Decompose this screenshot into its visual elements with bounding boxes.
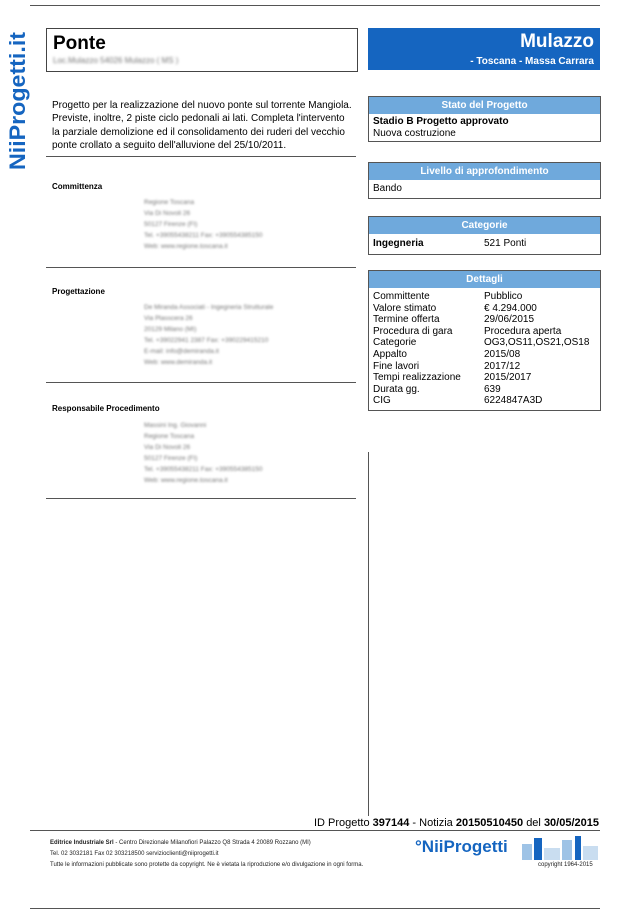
project-location: Loc.Mulazzo 54026 Mulazzo ( MS ): [53, 56, 179, 65]
categorie-header: Categorie: [369, 217, 600, 234]
dettagli-panel: [368, 270, 601, 411]
footer-rule: [30, 830, 600, 831]
stato-panel: [368, 96, 601, 142]
copyright-notice: Tutte le informazioni pubblicate sono protette da copyright. Ne è vietata la riproduzione e/o divulgazione in ogni forma.: [50, 862, 364, 868]
dettagli-header: Dettagli: [369, 271, 600, 288]
project-description: Progetto per la realizzazione del nuovo ponte sul torrente Mangiola. Previste, inoltre, 2 piste ciclo pedonali ai lati. Completa l'intervento la parziale demolizione ed il consolidamento dei ruderi del vecchio ponte crollato a seguito dell'alluvione del 25/10/2011.: [52, 100, 352, 151]
committenza-label: Committenza: [52, 182, 103, 191]
dettagli-row: Termine offerta 29/06/2015: [373, 314, 535, 326]
responsabile-label: Responsabile Procedimento: [52, 404, 160, 413]
niiprogetti-logo: °NiiProgetti: [415, 837, 508, 856]
svg-text:NiiProgetti.it: NiiProgetti.it: [5, 39, 30, 170]
livello-value: Bando: [373, 183, 402, 194]
stato-type: Nuova costruzione: [373, 127, 456, 139]
stato-stage: Stadio B Progetto approvato: [373, 116, 509, 127]
publisher-address: Editrice Industriale Srl - Centro Direzionale Milanofiori Palazzo Q8 Strada 4 20089 Rozzano (MI): [50, 840, 311, 846]
buildings-icon: [520, 834, 600, 860]
copyright-years: copyright 1964-2015: [538, 862, 593, 868]
categorie-panel: [368, 216, 601, 255]
publisher-contacts: Tel. 02 3032181 Fax 02 303218500 servizioclienti@niiprogetti.it: [50, 851, 219, 857]
categorie-key: Ingegneria: [373, 238, 424, 249]
city-box: [368, 28, 600, 70]
dettagli-row: Durata gg. 639: [373, 383, 501, 395]
divider: [46, 156, 356, 157]
dettagli-row: Procedura di gara Procedura aperta: [373, 325, 562, 337]
brand-vertical-logo: [2, 30, 32, 170]
column-separator: [368, 452, 369, 816]
dettagli-row: Categorie OG3,OS11,OS21,OS18: [373, 337, 590, 349]
progettazione-details: De Miranda Associati - Ingegneria Strutturale Via Plasscera 26 20129 Milano (MI) Tel. +39022941 2387 Fax: +390229415210 E-mail: info@demiranda.it Web: www.demiranda.it: [144, 304, 274, 366]
bottom-rule: [30, 908, 600, 909]
responsabile-details: Massini Ing. Giovanni Regione Toscana Via Di Novoli 26 50127 Firenze (FI) Tel. +39055438211 Fax: +390554385150 Web: www.regione.toscana.it: [144, 422, 263, 484]
committenza-details: Regione Toscana Via Di Novoli 26 50127 Firenze (FI) Tel. +39055438211 Fax: +390554385150 Web: www.regione.toscana.it: [144, 199, 263, 250]
project-title: Ponte: [53, 33, 106, 54]
dettagli-row: CIG 6224847A3D: [373, 395, 543, 407]
project-id: 397144: [372, 817, 410, 829]
divider: [46, 267, 356, 268]
categorie-value: 521 Ponti: [484, 238, 527, 249]
notizia-id: 20150510450: [455, 817, 524, 829]
city-name: Mulazzo: [520, 31, 594, 52]
livello-header: Livello di approfondimento: [369, 163, 600, 180]
divider: [46, 382, 356, 383]
top-rule: [30, 5, 600, 6]
project-title-box: [46, 28, 358, 72]
dettagli-row: Tempi realizzazione 2015/2017: [373, 372, 532, 384]
dettagli-row: Appalto 2015/08: [373, 348, 521, 360]
notizia-date: 30/05/2015: [543, 817, 599, 829]
divider: [46, 498, 356, 499]
categorie-row: [369, 234, 600, 254]
dettagli-row: Valore stimato € 4.294.000: [373, 302, 537, 314]
livello-panel: [368, 162, 601, 199]
progettazione-label: Progettazione: [52, 287, 105, 296]
region-name: - Toscana - Massa Carrara: [470, 56, 594, 67]
dettagli-row: Committente Pubblico: [373, 291, 523, 302]
dettagli-row: Fine lavori 2017/12: [373, 360, 521, 372]
project-id-line: ID Progetto 397144 - Notizia 20150510450 del 30/05/2015: [313, 817, 599, 829]
stato-header: Stato del Progetto: [369, 97, 600, 114]
